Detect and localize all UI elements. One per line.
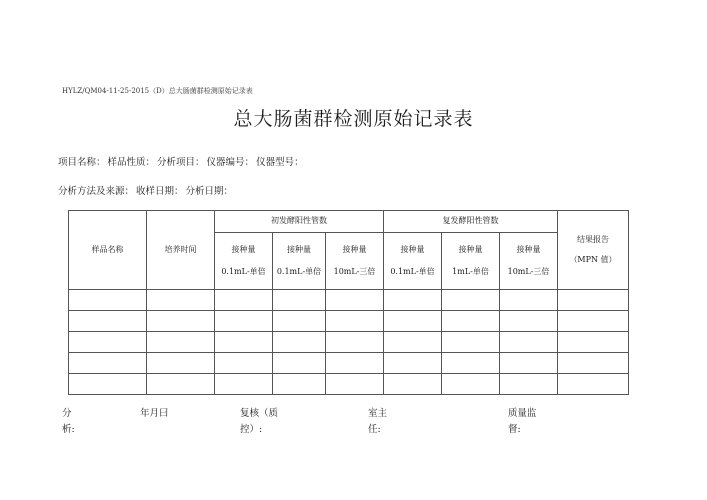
- meta-line-2: [58, 183, 235, 197]
- table-cell: [558, 290, 629, 311]
- table-cell: [273, 332, 326, 353]
- table-cell: [558, 311, 629, 332]
- table-cell: [147, 353, 215, 374]
- table-cell: [215, 374, 273, 395]
- table-cell: [384, 332, 442, 353]
- table-row: [69, 374, 629, 395]
- field-project-name: 项目名称：: [58, 157, 106, 168]
- table-row: [69, 311, 629, 332]
- sign-review-2: 控）:: [240, 424, 263, 435]
- table-cell: [69, 374, 147, 395]
- table-body: [69, 290, 629, 395]
- sign-director-2: 任:: [368, 424, 381, 435]
- table-cell: [215, 311, 273, 332]
- table-cell: [558, 353, 629, 374]
- inoculum-volume: 0.1mL-单倍: [276, 267, 322, 276]
- table-cell: [147, 374, 215, 395]
- table-cell: [558, 374, 629, 395]
- header-inoculum-4: [384, 233, 442, 290]
- table-cell: [147, 290, 215, 311]
- table-cell: [69, 311, 147, 332]
- table-cell: [147, 332, 215, 353]
- header-row-group: [69, 211, 629, 233]
- sign-analyst-1: 分: [62, 408, 72, 419]
- inoculum-label: 接种量: [400, 244, 425, 254]
- table-cell: [384, 374, 442, 395]
- sign-director-1: 室主: [368, 408, 388, 419]
- table-cell: [558, 332, 629, 353]
- sign-review-1: 复核（质: [240, 408, 279, 419]
- field-method-source: 分析方法及来源：: [58, 186, 135, 197]
- field-sample-nature: 样品性质：: [107, 157, 156, 168]
- header-result-line2: （MPN 值）: [569, 255, 617, 264]
- inoculum-label: 接种量: [342, 244, 367, 254]
- sign-qs-2: 督:: [508, 424, 521, 435]
- field-analysis-date: 分析日期：: [185, 186, 234, 197]
- table-cell: [326, 374, 384, 395]
- table-cell: [442, 311, 500, 332]
- header-inoculum-3: [326, 233, 384, 290]
- table-row: [69, 332, 629, 353]
- inoculum-label: 接种量: [231, 244, 256, 254]
- table-cell: [326, 332, 384, 353]
- header-result-report: [558, 211, 629, 290]
- table-cell: [442, 290, 500, 311]
- table-cell: [442, 332, 500, 353]
- inoculum-volume: 10mL-三倍: [333, 267, 376, 276]
- table-cell: [500, 332, 558, 353]
- header-sample-name: 样品名称: [69, 211, 147, 290]
- header-inoculum-6: [500, 233, 558, 290]
- table-cell: [326, 290, 384, 311]
- sign-qs-1: 质量监: [508, 408, 537, 419]
- inoculum-volume: 0.1mL-单倍: [221, 267, 266, 276]
- sign-date: 年月曰: [140, 408, 169, 419]
- field-instrument-number: 仪器编号：: [206, 157, 255, 168]
- table-cell: [215, 353, 273, 374]
- table-cell: [147, 311, 215, 332]
- header-inoculum-1: [215, 233, 273, 290]
- inoculum-label: 接种量: [287, 244, 311, 254]
- table-cell: [442, 353, 500, 374]
- table-cell: [326, 353, 384, 374]
- table-cell: [273, 311, 326, 332]
- table-cell: [442, 374, 500, 395]
- table-cell: [273, 353, 326, 374]
- table-cell: [326, 311, 384, 332]
- table-row: [69, 290, 629, 311]
- field-receive-date: 收样日期：: [136, 186, 184, 197]
- table-cell: [215, 290, 273, 311]
- table-row: [69, 353, 629, 374]
- table-cell: [69, 290, 147, 311]
- header-inoculum-5: [442, 233, 500, 290]
- table-cell: [69, 353, 147, 374]
- table-cell: [273, 374, 326, 395]
- inoculum-volume: 1mL-单倍: [452, 267, 489, 276]
- document-code: HYLZ/QM04-11-25-2015（D）总大肠菌群检测原始记录表: [62, 87, 253, 95]
- record-table: [68, 210, 629, 395]
- table-cell: [384, 311, 442, 332]
- inoculum-label: 接种量: [458, 244, 483, 254]
- table-cell: [500, 311, 558, 332]
- table-cell: [273, 290, 326, 311]
- inoculum-label: 接种量: [516, 244, 541, 254]
- table-cell: [500, 353, 558, 374]
- table-cell: [500, 374, 558, 395]
- header-initial-fermentation: 初发酵阳性管数: [215, 211, 384, 233]
- header-culture-time: 培养时间: [147, 211, 215, 290]
- field-instrument-model: 仪器型号：: [256, 157, 304, 168]
- document-title: 总大肠菌群检测原始记录表: [233, 108, 474, 130]
- meta-line-1: [58, 154, 306, 168]
- table-cell: [69, 332, 147, 353]
- header-repeat-fermentation: 复发酵阳性管数: [384, 211, 558, 233]
- table-cell: [384, 353, 442, 374]
- sign-analyst-2: 析:: [62, 424, 75, 435]
- header-inoculum-2: [273, 233, 326, 290]
- inoculum-volume: 0.1mL-单倍: [390, 267, 435, 276]
- table-cell: [384, 290, 442, 311]
- table-cell: [500, 290, 558, 311]
- table-cell: [215, 332, 273, 353]
- field-analysis-item: 分析项目：: [157, 157, 205, 168]
- inoculum-volume: 10mL-三倍: [507, 267, 550, 276]
- header-result-line1: 结果报告: [577, 234, 609, 244]
